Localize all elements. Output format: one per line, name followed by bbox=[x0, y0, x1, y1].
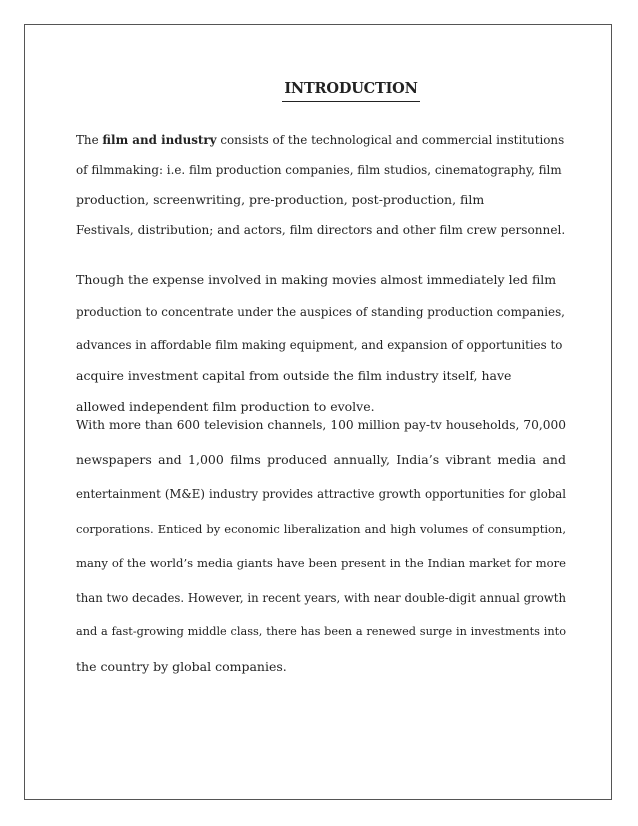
paragraph-2-line-2: production to concentrate under the auspices of standing production companies, bbox=[76, 305, 565, 319]
paragraph-3-line-2: newspapers and 1,000 films produced annually, India’s vibrant media and bbox=[76, 451, 566, 467]
paragraph-1-prefix: The bbox=[76, 133, 103, 147]
paragraph-2-line-5: allowed independent film production to evolve. bbox=[76, 399, 375, 414]
paragraph-3-line-3: entertainment (M&E) industry provides attractive growth opportunities for global bbox=[76, 487, 566, 501]
paragraph-2-line-4: acquire investment capital from outside the film industry itself, have bbox=[76, 368, 512, 383]
paragraph-2-line-1: Though the expense involved in making movies almost immediately led film bbox=[76, 272, 557, 287]
paragraph-3-line-5: many of the world’s media giants have been present in the Indian market for more bbox=[76, 556, 566, 570]
paragraph-1-line-4: Festivals, distribution; and actors, film directors and other film crew personnel. bbox=[76, 223, 566, 237]
paragraph-3-line-8: the country by global companies. bbox=[76, 658, 287, 674]
paragraph-1-line-1-rest: consists of the technological and commercial institutions bbox=[216, 133, 565, 147]
page-title-container bbox=[0, 80, 638, 102]
paragraph-3-line-7: and a fast-growing middle class, there has been a renewed surge in investments into bbox=[76, 625, 566, 638]
paragraph-2-line-3: advances in affordable film making equipment, and expansion of opportunities to bbox=[76, 338, 563, 352]
paragraph-1-line-2: of filmmaking: i.e. film production companies, film studios, cinematography, film bbox=[76, 163, 562, 177]
paragraph-3-line-4: corporations. Enticed by economic liberalization and high volumes of consumption, bbox=[76, 521, 566, 536]
paragraph-1-line-3: production, screenwriting, pre-production, post-production, film bbox=[76, 192, 485, 207]
paragraph-3-line-6: than two decades. However, in recent years, with near double-digit annual growth bbox=[76, 590, 566, 605]
paragraph-3 bbox=[76, 408, 566, 684]
paragraph-1 bbox=[76, 126, 566, 246]
paragraph-1-line-1 bbox=[76, 126, 566, 154]
paragraph-3-line-1: With more than 600 television channels, 100 million pay-tv households, 70,000 bbox=[76, 418, 566, 432]
paragraph-2 bbox=[76, 263, 566, 423]
page-title: INTRODUCTION bbox=[282, 80, 419, 102]
bold-term: film and industry bbox=[102, 133, 217, 147]
